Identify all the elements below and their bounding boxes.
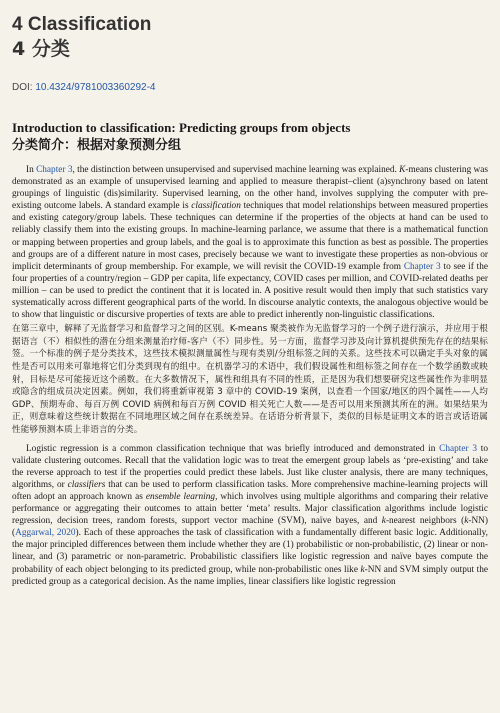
emphasis: classification xyxy=(191,201,241,212)
text-run: Logistic regression is a common classification technique that was briefly introduced and demonstrated in xyxy=(26,443,440,454)
text-run: that can be used to perform classification tasks. More comprehensive machine-learning projects will often adopt an approach known as xyxy=(12,479,488,502)
chapter-title: 4 Classification xyxy=(12,14,152,35)
section-title-cn: 分类简介：根据对象预测分组 xyxy=(12,138,182,153)
text-run: , the distinction between unsupervised and supervised machine learning was explained. xyxy=(72,165,400,175)
text-run: -means clustering was demonstrated as an example of unsupervised learning and applied to measure therapist–client (a)synchrony based on latent groupings of linguistic (dis)similarity. Supervised learning, on the other hand, involves supplying the computer with pre-existing outcome labels. A standard example is xyxy=(12,165,489,212)
text-run: -NN) ( xyxy=(12,516,488,539)
text-run: -nearest neighbors ( xyxy=(385,516,465,527)
text-run: , which involves using multiple algorithms and comparing their relative performance or aggregating their outcomes to attain better ‘meta’ results. Major classification algorithms include logistic regression, decision trees, random forests, support vector machine (SVM), naïve bayes, and xyxy=(12,491,488,527)
doi-label: DOI: xyxy=(12,82,36,93)
text-run: In xyxy=(26,165,37,175)
text-run: to see if the four properties of a country/region – GDP per capita, life expectancy, COVID cases per million, and COVID-related deaths per million – can be used to predict the continent that it is located in. A positive result would then imply that such statistics vary systematically across different geographical parts of the world. In discourse analytic contexts, the analogous objective would be to show that linguistic or discursive properties of texts are able to predict inherently non-linguistic classifications. xyxy=(12,261,489,321)
paragraph-1-cn: 在第三章中，解释了无监督学习和监督学习之间的区别。K-means 聚类被作为无监督学习的一个例子进行演示，并应用于根据语言（不）相似性的潜在分组来测量治疗师-客户（不）同步性。另一方面，监督学习涉及向计算机提供预先存在的结果标签。一个标准的例子是分类技术，这些技术模拟测量属性与现有类别/分组标签之间的关系。这些技术可以确定手头对象的属性是否可以用来可靠地将它们分类到现有的组中。在机器学习的术语中，我们假设属性和组标签之间存在一个数学函数或映射，目标是尽可能接近这个函数。在大多数情况下，属性和组具有不同的性质，正是因为我们想要研究这些属性作为非明显或隐含的组成员决定因素。例如，我们将重新审视第 3 章中的 COVID-19 案例，以查看一个国家/地区的四个属性——人均 GDP、预期寿命、每百万例 COVID 病例和每百万例 COVID 相关死亡人数——是否可以用来预测其所在的洲。如果结果为正，则意味着这些统计数据在不同地理区域之间存在系统差异。在话语分析背景下，类似的目标是证明文本的语言或话语属性能够预测本质上非语言的分类。 xyxy=(12,324,488,435)
text-run: -NN and SVM simply output the predicted group as a categorical decision. As the name implies, linear classifiers like logistic regression xyxy=(12,564,489,587)
emphasis: k xyxy=(360,564,365,575)
citation-link[interactable]: Aggarwal, 2020 xyxy=(15,528,76,539)
text-run: to validate clustering outcomes. Recall that the validation logic was to treat the emergent group labels as ‘pre-existing’ and take the reverse approach to test if the properties could predict these labels. Just like cluster analysis, there are many techniques, algorithms, or xyxy=(12,443,488,490)
emphasis: ensemble learning xyxy=(145,491,216,502)
emphasis: K xyxy=(399,165,406,175)
paragraph-1 xyxy=(12,164,488,321)
paragraph-2 xyxy=(12,443,488,588)
text-run: techniques that model relationships between measured properties and existing category/group labels. These techniques can determine if the properties of the objects at hand can be used to reliably classify them into the existing groups. In machine-learning parlance, we assume that there is a mathematical function or mapping between properties and group labels, and the goal is to approximate this function as best as possible. The properties and groups are of a different nature in most cases, precisely because we want to investigate these properties as non-obvious or implicit determinants of group membership. For example, we will revisit the COVID-19 example from xyxy=(12,201,488,272)
emphasis: classifiers xyxy=(67,479,106,490)
section-title: Introduction to classification: Predicting groups from objects xyxy=(12,120,351,135)
chapter-3-link[interactable]: Chapter 3 xyxy=(36,165,73,175)
doi-line xyxy=(12,82,488,93)
chapter-3-link[interactable]: Chapter 3 xyxy=(439,443,477,454)
text-run: ). Each of these approaches the task of classification with a fundamentally different basic logic. Additionally, the major principled differences between them include whether they are (1) probabilistic or non-probabilistic, (2) linear or non-linear, and (3) parametric or non-parametric. Probabilistic classifiers like logistic regression and naïve bayes compute the probability of each object belonging to its predicted group, while non-probabilistic ones like xyxy=(12,528,489,575)
emphasis: k xyxy=(381,516,386,527)
chapter-title-cn: 4 分类 xyxy=(12,38,70,60)
emphasis: k xyxy=(464,516,469,527)
doi-link[interactable]: 10.4324/9781003360292-4 xyxy=(35,82,156,93)
chapter-3-link[interactable]: Chapter 3 xyxy=(403,261,441,272)
